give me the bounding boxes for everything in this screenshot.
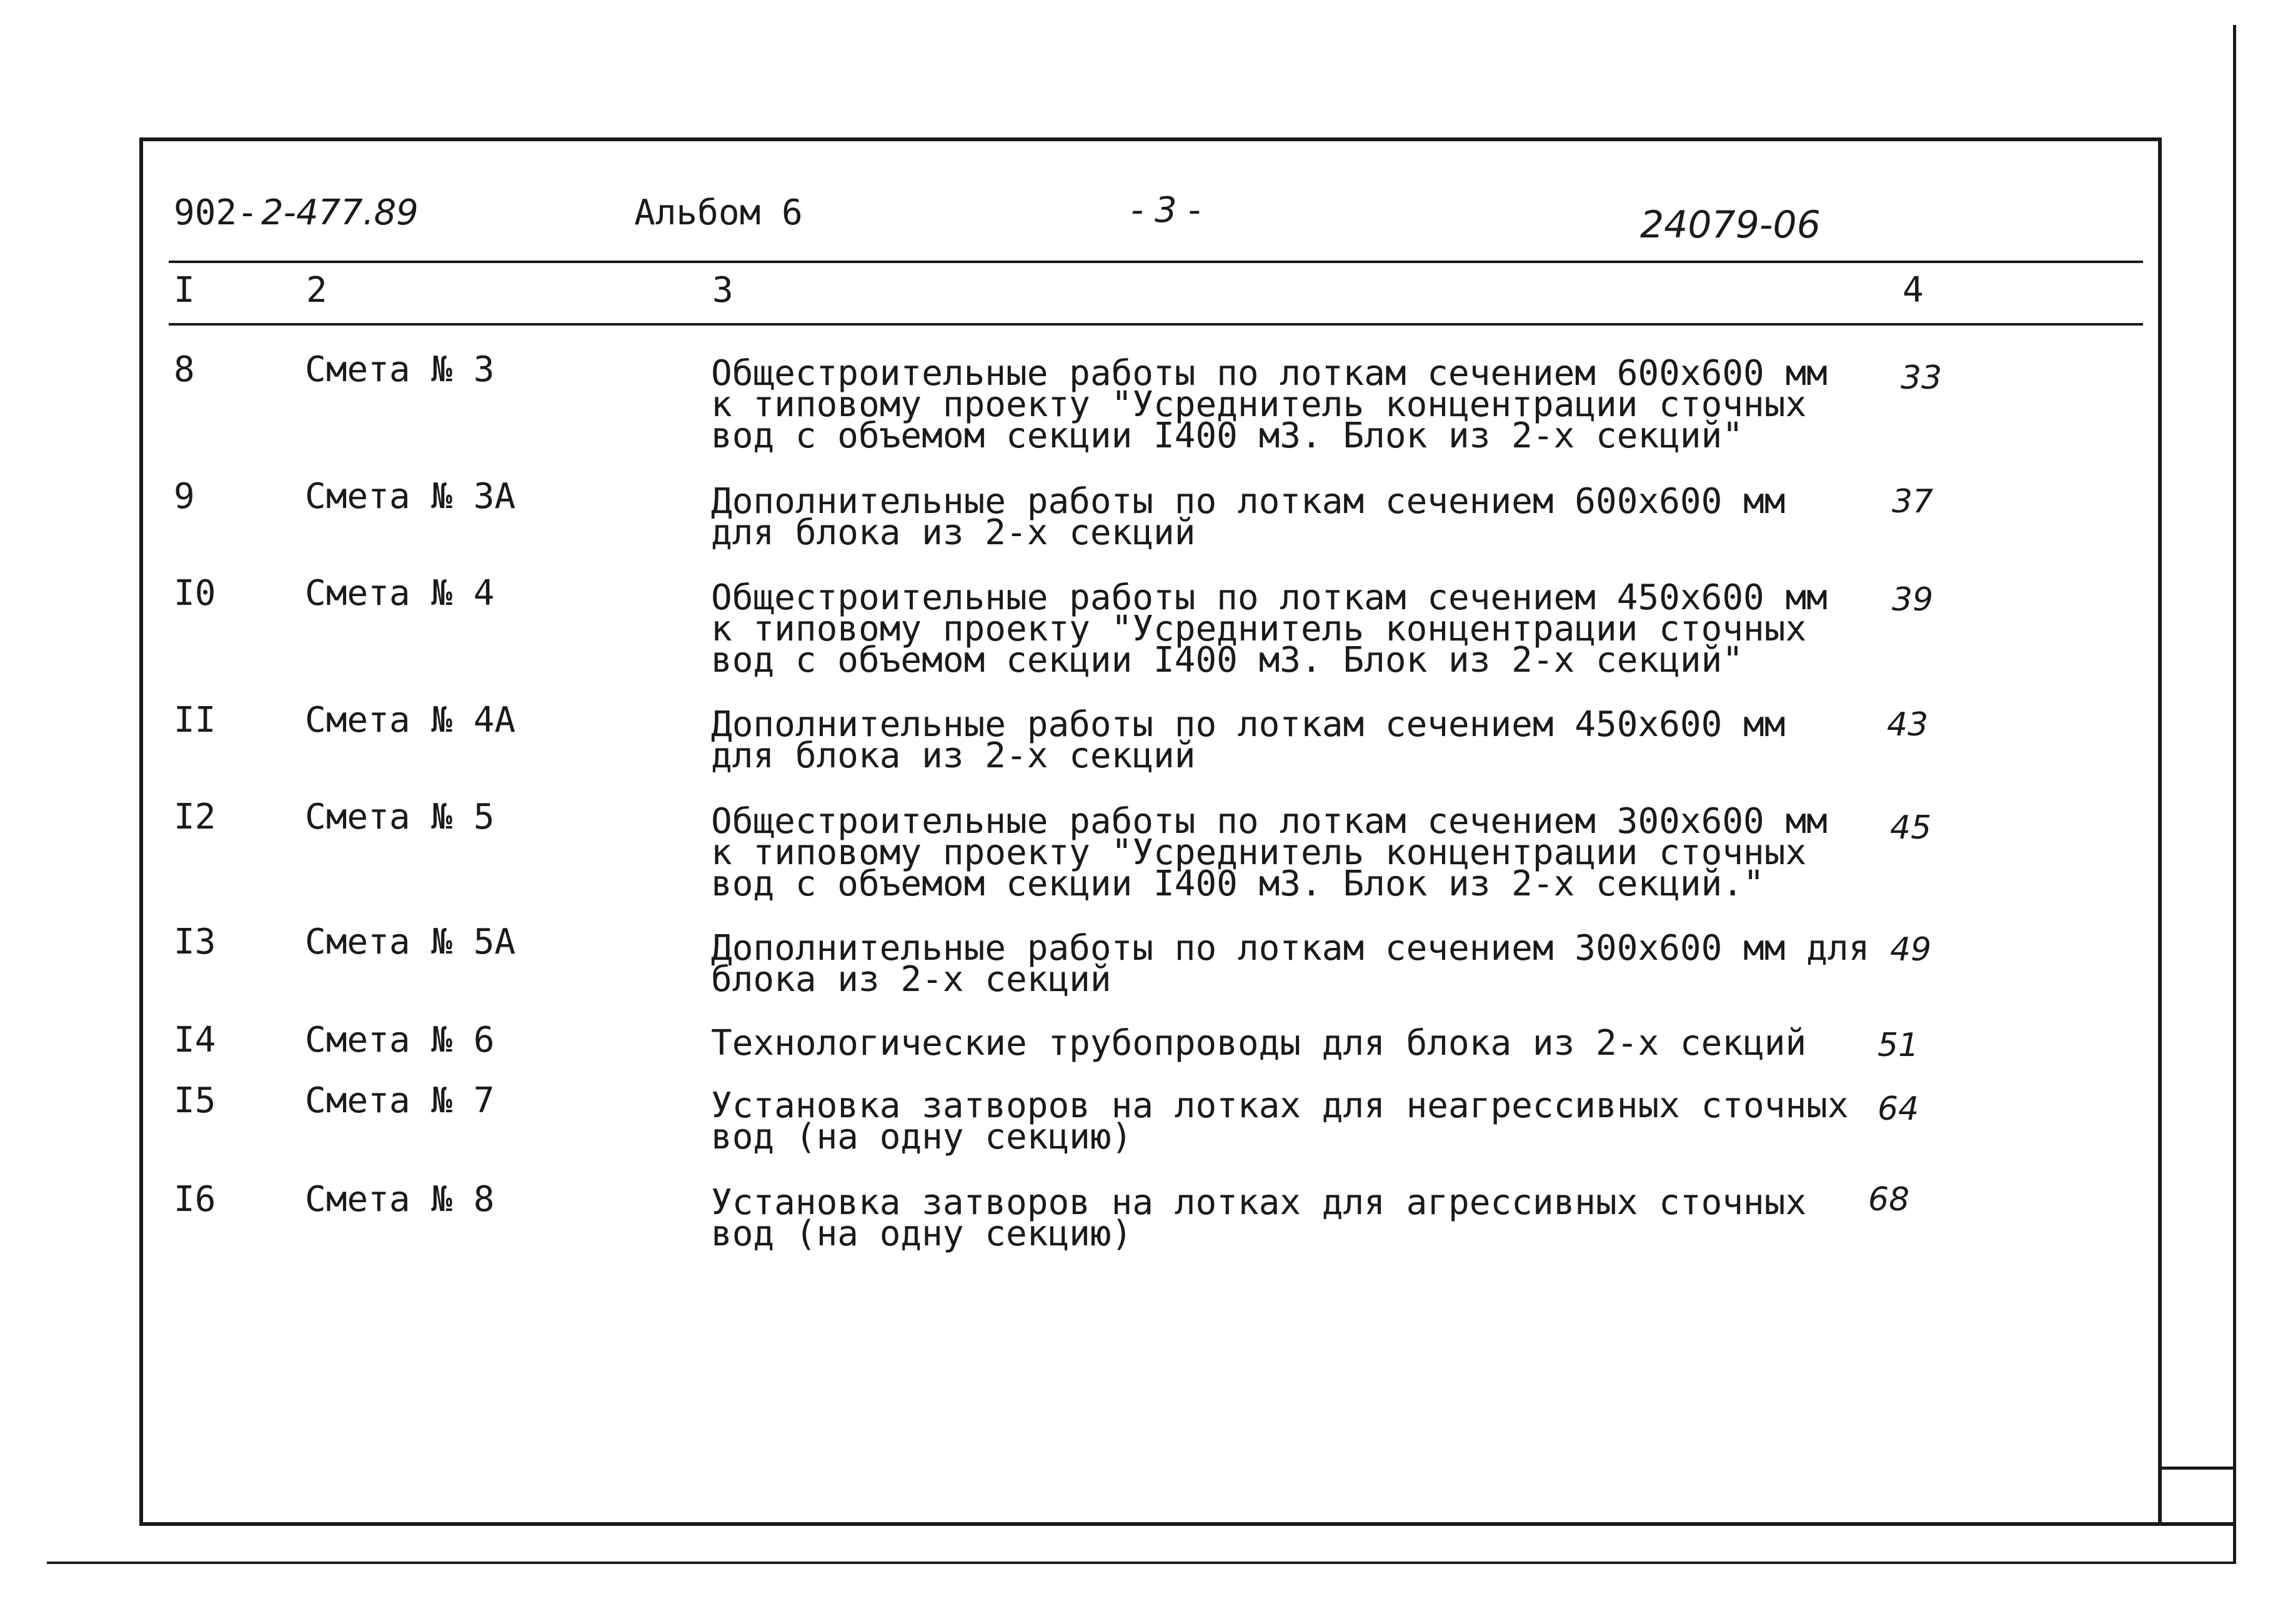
row-description-line: Общестроительные работы по лоткам сечением 600х600 мм xyxy=(711,353,1828,394)
row-page-number: 33 xyxy=(1901,359,1942,397)
row-description-line: вод (на одну секцию) xyxy=(711,1117,1133,1157)
row-number: 8 xyxy=(174,349,195,390)
frame-bottom-extension xyxy=(139,1522,2235,1526)
row-description-line: вод с объемом секции I400 м3. Блок из 2-х секций" xyxy=(711,416,1744,456)
row-description-line: Установка затворов на лотках для неагрессивных сточных xyxy=(711,1085,1849,1126)
row-page-number: 37 xyxy=(1892,483,1934,521)
row-number: 9 xyxy=(174,476,195,517)
row-description-line: к типовому проекту "Усреднитель концентрации сточных xyxy=(711,609,1807,649)
row-number: I3 xyxy=(174,922,216,962)
column-header-1: I xyxy=(174,270,195,311)
row-description-line: Дополнительные работы по лоткам сечением 450х600 мм xyxy=(711,704,1786,745)
row-description-line: вод с объемом секции I400 м3. Блок из 2-х секций" xyxy=(711,640,1744,680)
column-header-4: 4 xyxy=(1903,270,1924,311)
row-description-line: Общестроительные работы по лоткам сечением 450х600 мм xyxy=(711,577,1828,618)
stamp-box xyxy=(2162,1467,2235,1560)
row-estimate: Смета № 4 xyxy=(305,573,495,614)
row-estimate: Смета № 7 xyxy=(305,1080,495,1121)
row-page-number: 51 xyxy=(1878,1027,1919,1064)
row-number: I0 xyxy=(174,573,216,614)
row-estimate: Смета № 4А xyxy=(305,700,516,740)
row-description-line: для блока из 2-х секций xyxy=(711,735,1196,776)
row-description-line: Установка затворов на лотках для агрессивных сточных xyxy=(711,1182,1807,1223)
row-page-number: 49 xyxy=(1890,931,1932,969)
row-description-line: для блока из 2-х секций xyxy=(711,512,1196,553)
row-description-line: к типовому проекту "Усреднитель концентрации сточных xyxy=(711,384,1807,425)
column-header-2: 2 xyxy=(306,270,327,311)
row-estimate: Смета № 6 xyxy=(305,1020,495,1060)
row-description-line: блока из 2-х секций xyxy=(711,959,1112,1000)
row-number: I4 xyxy=(174,1020,216,1060)
row-estimate: Смета № 3А xyxy=(305,476,516,517)
bottom-rule xyxy=(47,1562,2236,1564)
row-estimate: Смета № 3 xyxy=(305,349,495,390)
right-margin-line xyxy=(2233,25,2236,1562)
row-estimate: Смета № 5А xyxy=(305,922,516,962)
album-label: Альбом 6 xyxy=(634,192,803,233)
row-page-number: 43 xyxy=(1887,706,1929,744)
row-number: I6 xyxy=(174,1179,216,1220)
column-header-rule xyxy=(169,323,2143,326)
series-prefix: 902- xyxy=(174,192,258,233)
series-number: 2-477.89 xyxy=(261,192,419,233)
column-header-3: 3 xyxy=(712,270,734,311)
row-description-line: Общестроительные работы по лоткам сечением 300х600 мм xyxy=(711,801,1828,842)
row-page-number: 39 xyxy=(1892,581,1934,619)
row-page-number: 68 xyxy=(1868,1181,1910,1218)
row-description-line: вод с объемом секции I400 м3. Блок из 2-х секций." xyxy=(711,864,1764,904)
row-page-number: 64 xyxy=(1878,1090,1919,1128)
page-marker: - 3 - xyxy=(1131,190,1201,231)
row-description-line: Дополнительные работы по лоткам сечением 600х600 мм xyxy=(711,481,1786,522)
doc-code: 24079-06 xyxy=(1640,203,1821,247)
row-estimate: Смета № 5 xyxy=(305,797,495,837)
row-number: II xyxy=(174,700,216,740)
row-number: I5 xyxy=(174,1080,216,1121)
row-page-number: 45 xyxy=(1890,809,1932,847)
row-description-line: Дополнительные работы по лоткам сечением 300х600 мм для xyxy=(711,928,1870,969)
row-estimate: Смета № 8 xyxy=(305,1179,495,1220)
header-rule xyxy=(169,261,2143,263)
row-description-line: Технологические трубопроводы для блока из 2-х секций xyxy=(711,1023,1807,1064)
row-number: I2 xyxy=(174,797,216,837)
row-description-line: к типовому проекту "Усреднитель концентрации сточных xyxy=(711,832,1807,873)
row-description-line: вод (на одну секцию) xyxy=(711,1213,1133,1254)
